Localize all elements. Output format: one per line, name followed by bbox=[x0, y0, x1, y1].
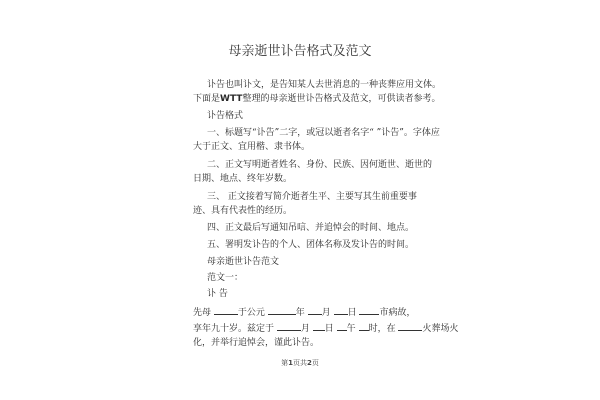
format-item-4: 四、正文最后写通知吊唁、并追悼会的时间、地点。 bbox=[207, 223, 415, 233]
fill-blank bbox=[308, 306, 322, 315]
footer-prefix: 第 bbox=[281, 359, 289, 367]
format-item-5: 五、署明发讣告的个人、团体名称及发讣告的时间。 bbox=[207, 240, 415, 250]
sample-line-1-part-6: 市病故， bbox=[379, 308, 416, 318]
format-item-3-line-2: 迹、具有代表性的经历。 bbox=[193, 206, 293, 216]
sample-line-1-part-5: 日 bbox=[347, 308, 357, 318]
section-heading-format: 讣告格式 bbox=[207, 111, 244, 121]
intro-line-2-prefix: 下面是 bbox=[193, 94, 221, 104]
sample-heading: 讣 告 bbox=[207, 289, 228, 299]
sample-line-1-part-1: 先母 bbox=[193, 308, 212, 318]
sample-line-1-part-4: 月 bbox=[321, 308, 331, 318]
intro-line-2 bbox=[193, 94, 440, 105]
footer-total-pages: 2 bbox=[307, 359, 312, 367]
fill-blank bbox=[398, 322, 422, 331]
sample-label: 范文一： bbox=[207, 273, 244, 283]
sample-line-1-part-3: 年 bbox=[295, 308, 305, 318]
fill-blank bbox=[268, 306, 296, 315]
sample-line-2-part-5: 时，在 bbox=[368, 324, 396, 334]
fill-blank bbox=[359, 306, 379, 315]
format-item-1-line-2: 大于正文、宜用楷、隶书体。 bbox=[193, 142, 311, 152]
intro-line-2-suffix: 整理的母亲逝世讣告格式及范文，可供读者参考。 bbox=[242, 94, 441, 104]
section-heading-sample: 母亲逝世讣告范文 bbox=[207, 257, 280, 267]
footer-page-number: 1 bbox=[288, 359, 293, 367]
fill-blank bbox=[214, 306, 238, 315]
sample-line-2 bbox=[193, 322, 458, 335]
fill-blank bbox=[337, 322, 347, 331]
page-footer bbox=[0, 358, 600, 368]
fill-blank bbox=[277, 322, 301, 331]
sample-line-2-part-2: 月 bbox=[300, 324, 310, 334]
footer-middle: 页共 bbox=[293, 359, 307, 367]
sample-line-2-part-3: 日 bbox=[324, 324, 334, 334]
fill-blank bbox=[313, 322, 325, 331]
sample-line-2-part-1: 享年九十岁。兹定于 bbox=[193, 324, 275, 334]
sample-line-2-part-6: 火葬场火 bbox=[422, 324, 459, 334]
format-item-3-line-1: 三、 正文接着写简介逝者生平、主要写其生前重要事 bbox=[207, 192, 417, 202]
intro-line-1: 讣告也叫讣文，是告知某人去世消息的一种丧葬应用文体。 bbox=[207, 80, 442, 90]
sample-line-1 bbox=[193, 306, 415, 319]
fill-blank bbox=[334, 306, 348, 315]
intro-brand: WTT bbox=[220, 94, 243, 104]
fill-blank bbox=[359, 322, 369, 331]
format-item-2-line-2: 日期、地点、终年岁数。 bbox=[193, 174, 293, 184]
footer-suffix: 页 bbox=[311, 359, 319, 367]
format-item-1-line-1: 一、标题写“讣告”二字，或冠以逝者名字“ ”讣告”。字体应 bbox=[207, 128, 440, 138]
sample-line-1-part-2: 于公元 bbox=[237, 308, 265, 318]
format-item-2-line-1: 二、正文写明逝者姓名、身份、民族、因何逝世、逝世的 bbox=[207, 160, 433, 170]
sample-line-3: 化，并举行追悼会，谨此讣告。 bbox=[193, 338, 320, 348]
sample-line-2-part-4: 午 bbox=[346, 324, 356, 334]
page-title: 母亲逝世讣告格式及范文 bbox=[228, 44, 372, 59]
